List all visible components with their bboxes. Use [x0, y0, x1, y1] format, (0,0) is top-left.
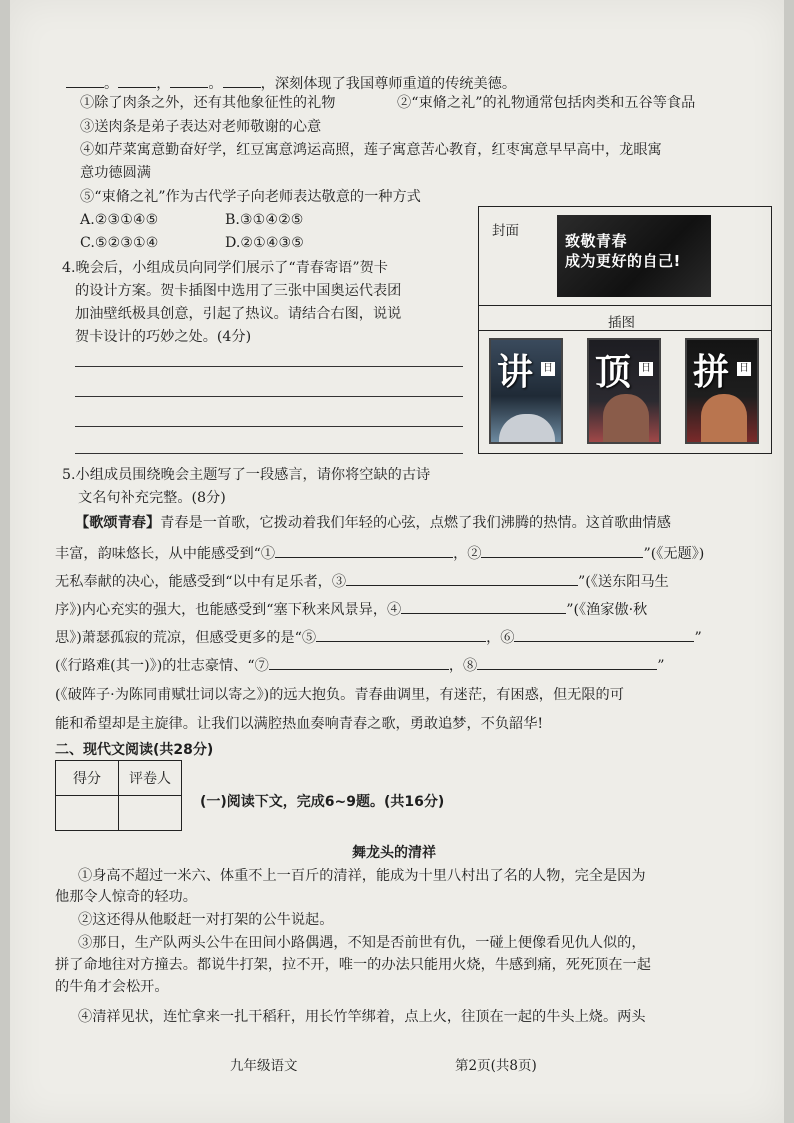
blank[interactable]: [223, 72, 261, 88]
q5-para-1: [75, 513, 671, 533]
q5-text: ”(《渔家傲·秋: [566, 602, 648, 618]
poster-2-char: 顶: [595, 352, 632, 393]
q5-text: 序》)内心充实的强大，也能感受到“塞下秋来风景异，④: [55, 602, 402, 618]
poem-blank-2[interactable]: [481, 542, 643, 558]
q4-line-2: 的设计方案。贺卡插图中选用了三张中国奥运代表团: [75, 283, 402, 299]
answer-line[interactable]: [75, 396, 463, 397]
footer-subject: 九年级语文: [230, 1058, 298, 1074]
answer-line[interactable]: [75, 366, 463, 367]
choice-c: C.⑤②③①④: [80, 235, 159, 251]
q5-para-6: [55, 654, 664, 676]
figure-divider: [478, 305, 771, 306]
q5-para-4: [55, 598, 647, 620]
cover-label: 封面: [492, 223, 519, 239]
poem-blank-7[interactable]: [269, 654, 449, 670]
blank[interactable]: [66, 72, 104, 88]
q5-para-7: (《破阵子·为陈同甫赋壮词以寄之》)的远大抱负。青春曲调里，有迷茫，有困惑，但无限的可: [55, 687, 624, 703]
q5-para-3: [55, 570, 669, 592]
q3-option-5: ⑤“束脩之礼”作为古代学子向老师表达敬意的一种方式: [80, 189, 421, 205]
article-title: 舞龙头的清祥: [352, 845, 436, 861]
article-para-3a: ③那日，生产队两头公牛在田间小路偶遇，不知是否前世有仇，一碰上便像看见仇人似的，: [78, 935, 646, 951]
q5-text: 丰富，韵味悠长，从中能感受到“①: [55, 546, 276, 562]
score-cell[interactable]: [56, 796, 119, 831]
q5-para-8: 能和希望却是主旋律。让我们以满腔热血奏响青春之歌，勇敢追梦，不负韶华!: [55, 716, 544, 732]
choice-a: A.②③①④⑤: [80, 212, 159, 228]
article-para-3c: 的牛角才会松开。: [55, 979, 169, 995]
q4-line-4: 贺卡设计的巧妙之处。(4分): [75, 329, 252, 345]
q5-text: 思》)萧瑟孤寂的荒凉，但感受更多的是“⑤: [55, 630, 317, 646]
q3-option-4a: ④如芹菜寓意勤奋好学，红豆寓意鸿运高照，莲子寓意苦心教育，红枣寓意早早高中，龙眼寓: [80, 142, 662, 158]
poem-blank-6[interactable]: [514, 626, 694, 642]
cover-image: [557, 215, 711, 297]
q4-line-1: 4.晚会后，小组成员向同学们展示了“青春寄语”贺卡: [62, 260, 388, 276]
blank[interactable]: [118, 72, 156, 88]
swimmer-image: [499, 414, 555, 442]
answer-line[interactable]: [75, 453, 463, 454]
q5-line-2: 文名句补充完整。(8分): [78, 490, 226, 506]
q5-text: ，⑧: [448, 658, 478, 674]
article-para-4: ④清祥见状，连忙拿来一扎干稻秆，用长竹竿绑着，点上火，往顶在一起的牛头上烧。两头: [78, 1009, 646, 1025]
cover-line-1: 致敬青春: [565, 232, 628, 250]
poem-blank-1[interactable]: [275, 542, 453, 558]
q5-para-2: [55, 542, 704, 564]
poster-3-char: 拼: [693, 352, 730, 393]
q5-line-1: 5.小组成员围绕晚会主题写了一段感言，请你将空缺的古诗: [62, 467, 431, 483]
q4-line-3: 加油壁纸极具创意，引起了热议。请结合右图，说说: [75, 306, 402, 322]
q5-text: ”: [657, 658, 665, 674]
q3-text: 深刻体现了我国尊师重道的传统美德。: [274, 76, 517, 92]
poster-1-char: 讲: [497, 352, 534, 393]
athlete-image: [701, 394, 747, 442]
section-2-title: 二、现代文阅读(共28分): [55, 742, 214, 758]
q5-text: ”: [694, 630, 702, 646]
q5-text: ，⑥: [486, 630, 515, 646]
poster-3-mark: 日: [739, 363, 749, 374]
answer-line[interactable]: [75, 426, 463, 427]
cover-line-2: 成为更好的自己!: [565, 252, 681, 270]
athlete-image: [603, 394, 649, 442]
article-para-3b: 拼了命地往对方撞去。都说牛打架，拉不开，唯一的办法只能用火烧，牛感到痛，死死顶在一起: [55, 957, 651, 973]
poster-3: [685, 338, 759, 444]
poster-1: [489, 338, 563, 444]
q5-text: 青春是一首歌，它拨动着我们年轻的心弦，点燃了我们沸腾的热情。这首歌曲情感: [160, 515, 671, 531]
score-header: 得分: [56, 761, 119, 796]
article-para-1b: 他那令人惊奇的轻功。: [55, 889, 197, 905]
q5-text: ，②: [453, 546, 482, 562]
poster-1-mark: 日: [543, 363, 553, 374]
q3-option-1: ①除了肉条之外，还有其他象征性的礼物: [80, 95, 336, 111]
poster-2: [587, 338, 661, 444]
q3-option-3: ③送肉条是弟子表达对老师敬谢的心意: [80, 119, 322, 135]
poem-blank-5[interactable]: [316, 626, 486, 642]
grader-cell[interactable]: [119, 796, 182, 831]
poem-blank-4[interactable]: [401, 598, 566, 614]
q5-para-5: [55, 626, 702, 648]
article-para-1a: ①身高不超过一米六、体重不上一百斤的清祥，能成为十里八村出了名的人物，完全是因为: [78, 868, 646, 884]
q5-text: (《行路难(其一)》)的壮志豪情、“⑦: [55, 658, 269, 674]
choice-d: D.②①④③⑤: [225, 235, 304, 251]
poem-blank-3[interactable]: [346, 570, 578, 586]
footer-page-number: 第2页(共8页): [455, 1058, 537, 1074]
score-table: [55, 760, 182, 831]
reading-instruction: (一)阅读下文，完成6~9题。(共16分): [200, 794, 445, 810]
section-tag: 【歌颂青春】: [75, 515, 161, 531]
q5-text: ”(《送东阳马生: [578, 574, 669, 590]
blank[interactable]: [170, 72, 208, 88]
q3-option-4b: 意功德圆满: [80, 165, 151, 181]
q5-text: ”(《无题》): [643, 546, 705, 562]
q3-option-2: ②“束脩之礼”的礼物通常包括肉类和五谷等食品: [397, 95, 696, 111]
q5-text: 无私奉献的决心，能感受到“以中有足乐者，③: [55, 574, 347, 590]
poem-blank-8[interactable]: [477, 654, 657, 670]
q3-fill-line: 。 ， 。 ，深刻体现了我国尊师重道的传统美德。: [66, 72, 516, 94]
choice-b: B.③①④②⑤: [225, 212, 304, 228]
illustration-label: 插图: [608, 315, 635, 331]
article-para-2: ②这还得从他駁赶一对打架的公牛说起。: [78, 912, 334, 928]
poster-2-mark: 日: [641, 363, 651, 374]
grader-header: 评卷人: [119, 761, 182, 796]
